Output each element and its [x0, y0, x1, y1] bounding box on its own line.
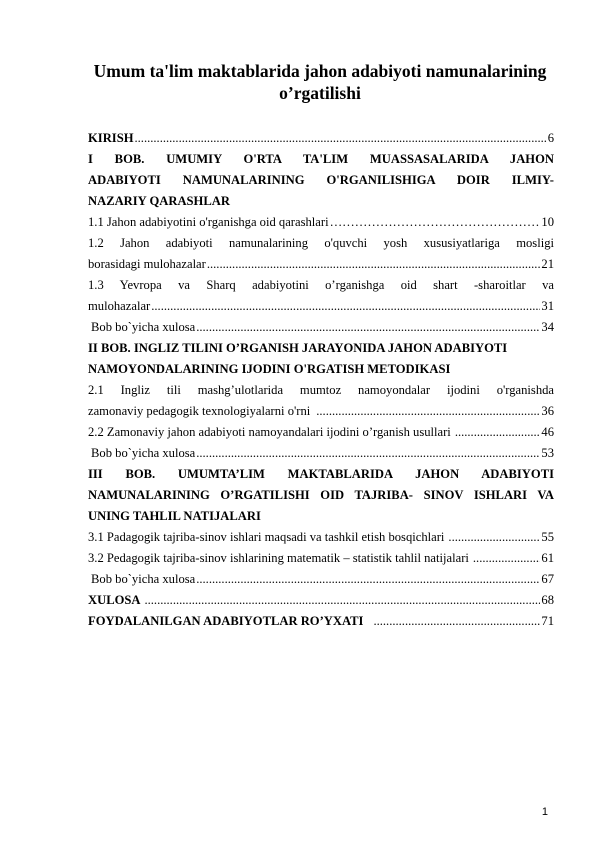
toc-label: 1.1 Jahon adabiyotini o'rganishga oid qarashlari	[88, 215, 329, 229]
toc-page: 31	[541, 299, 554, 313]
document-title	[80, 60, 560, 104]
toc-entry-xulosa	[88, 590, 554, 611]
toc-leader	[473, 548, 541, 569]
toc-leader	[207, 254, 541, 275]
toc-page: 61	[541, 551, 554, 565]
toc-label: KIRISH	[88, 131, 134, 145]
toc-entry-2-1-line-2	[88, 401, 554, 422]
toc-page: 68	[541, 593, 554, 607]
page-number: 1	[541, 806, 548, 818]
chapter-1-heading-line-1: I BOB. UMUMIY O'RTA TA'LIM MUASSASALARIDA JAHON	[88, 152, 554, 166]
toc-entry-3-1	[88, 527, 554, 548]
toc-entry-3-2	[88, 548, 554, 569]
chapter-2-heading-line-2: NAMOYONDALARINING IJODINI O'RGATISH METODIKASI	[88, 362, 451, 376]
chapter-3-heading-line-3: UNING TAHLIL NATIJALARI	[88, 509, 261, 523]
toc-leader	[151, 296, 540, 317]
toc-entry-kirish	[88, 128, 554, 149]
toc-page: 55	[541, 530, 554, 544]
chapter-2-heading-line-1: II BOB. INGLIZ TILINI O’RGANISH JARAYONIDA JAHON ADABIYOTI	[88, 341, 508, 355]
title-line-2: o’rgatilishi	[279, 83, 361, 103]
chapter-1-heading-line-3: NAZARIY QARASHLAR	[88, 194, 230, 208]
toc-leader	[196, 317, 540, 338]
toc-label: FOYDALANILGAN ADABIYOTLAR RO’YXATI	[88, 614, 364, 628]
toc-page: 53	[541, 446, 554, 460]
toc-entry-summary-2	[88, 443, 554, 464]
toc-entry-1-1	[88, 212, 554, 233]
toc-label: Bob bo`yicha xulosa	[91, 446, 196, 460]
toc-leader	[455, 422, 541, 443]
table-of-contents	[88, 128, 554, 632]
toc-label: Bob bo`yicha xulosa	[91, 572, 196, 586]
chapter-3-heading-line-1: III BOB. UMUMTA’LIM MAKTABLARIDA JAHON ADABIYOTI	[88, 467, 554, 481]
toc-page: 67	[541, 572, 554, 586]
toc-page: 34	[541, 320, 554, 334]
toc-entry-summary-3	[88, 569, 554, 590]
chapter-3-heading-line-2: NAMUNALARINING O’RGATILISHI OID TAJRIBA- SINOV ISHLARI VA	[88, 488, 554, 502]
toc-entry-2-2	[88, 422, 554, 443]
toc-label: XULOSA	[88, 593, 141, 607]
toc-page: 6	[547, 131, 554, 145]
title-line-1: Umum ta'lim maktablarida jahon adabiyoti namunalarining	[93, 61, 547, 81]
toc-label: mulohazalar	[88, 299, 151, 313]
toc-leader	[448, 527, 540, 548]
toc-leader	[144, 590, 540, 611]
toc-label: 3.2 Pedagogik tajriba-sinov ishlarining matematik – statistik tahlil natijalari	[88, 551, 469, 565]
toc-page: 21	[541, 257, 554, 271]
toc-leader	[135, 128, 547, 149]
toc-label: 2.2 Zamonaviy jahon adabiyoti namoyandalari ijodini o’rganish usullari	[88, 425, 451, 439]
toc-label: zamonaviy pedagogik texnologiyalarni o'rni	[88, 404, 311, 418]
toc-label: Bob bo`yicha xulosa	[91, 320, 196, 334]
toc-leader	[373, 611, 540, 632]
toc-entry-1-3-line-1: 1.3 Yevropa va Sharq adabiyotini o’rganishga oid shart -sharoitlar va	[88, 278, 554, 292]
toc-leader	[316, 401, 540, 422]
chapter-1-heading-line-2: ADABIYOTI NAMUNALARINING O'RGANILISHIGA DOIR ILMIY-	[88, 173, 554, 187]
toc-entry-2-1-line-1: 2.1 Ingliz tili mashg’ulotlarida mumtoz namoyondalar ijodini o'rganishda	[88, 383, 554, 397]
toc-page: 46	[541, 425, 554, 439]
toc-leader	[330, 212, 541, 233]
toc-entry-1-3-line-2	[88, 296, 554, 317]
toc-entry-1-2-line-2	[88, 254, 554, 275]
toc-entry-summary-1	[88, 317, 554, 338]
toc-label: 3.1 Padagogik tajriba-sinov ishlari maqsadi va tashkil etish bosqichlari	[88, 530, 445, 544]
toc-page: 71	[541, 614, 554, 628]
toc-leader	[196, 443, 540, 464]
toc-leader	[196, 569, 540, 590]
toc-page: 36	[541, 404, 554, 418]
toc-page: 10	[541, 215, 554, 229]
toc-entry-references	[88, 611, 554, 632]
toc-entry-1-2-line-1: 1.2 Jahon adabiyoti namunalarining o'quvchi yosh xususiyatlariga mosligi	[88, 236, 554, 250]
toc-label: borasidagi mulohazalar	[88, 257, 206, 271]
